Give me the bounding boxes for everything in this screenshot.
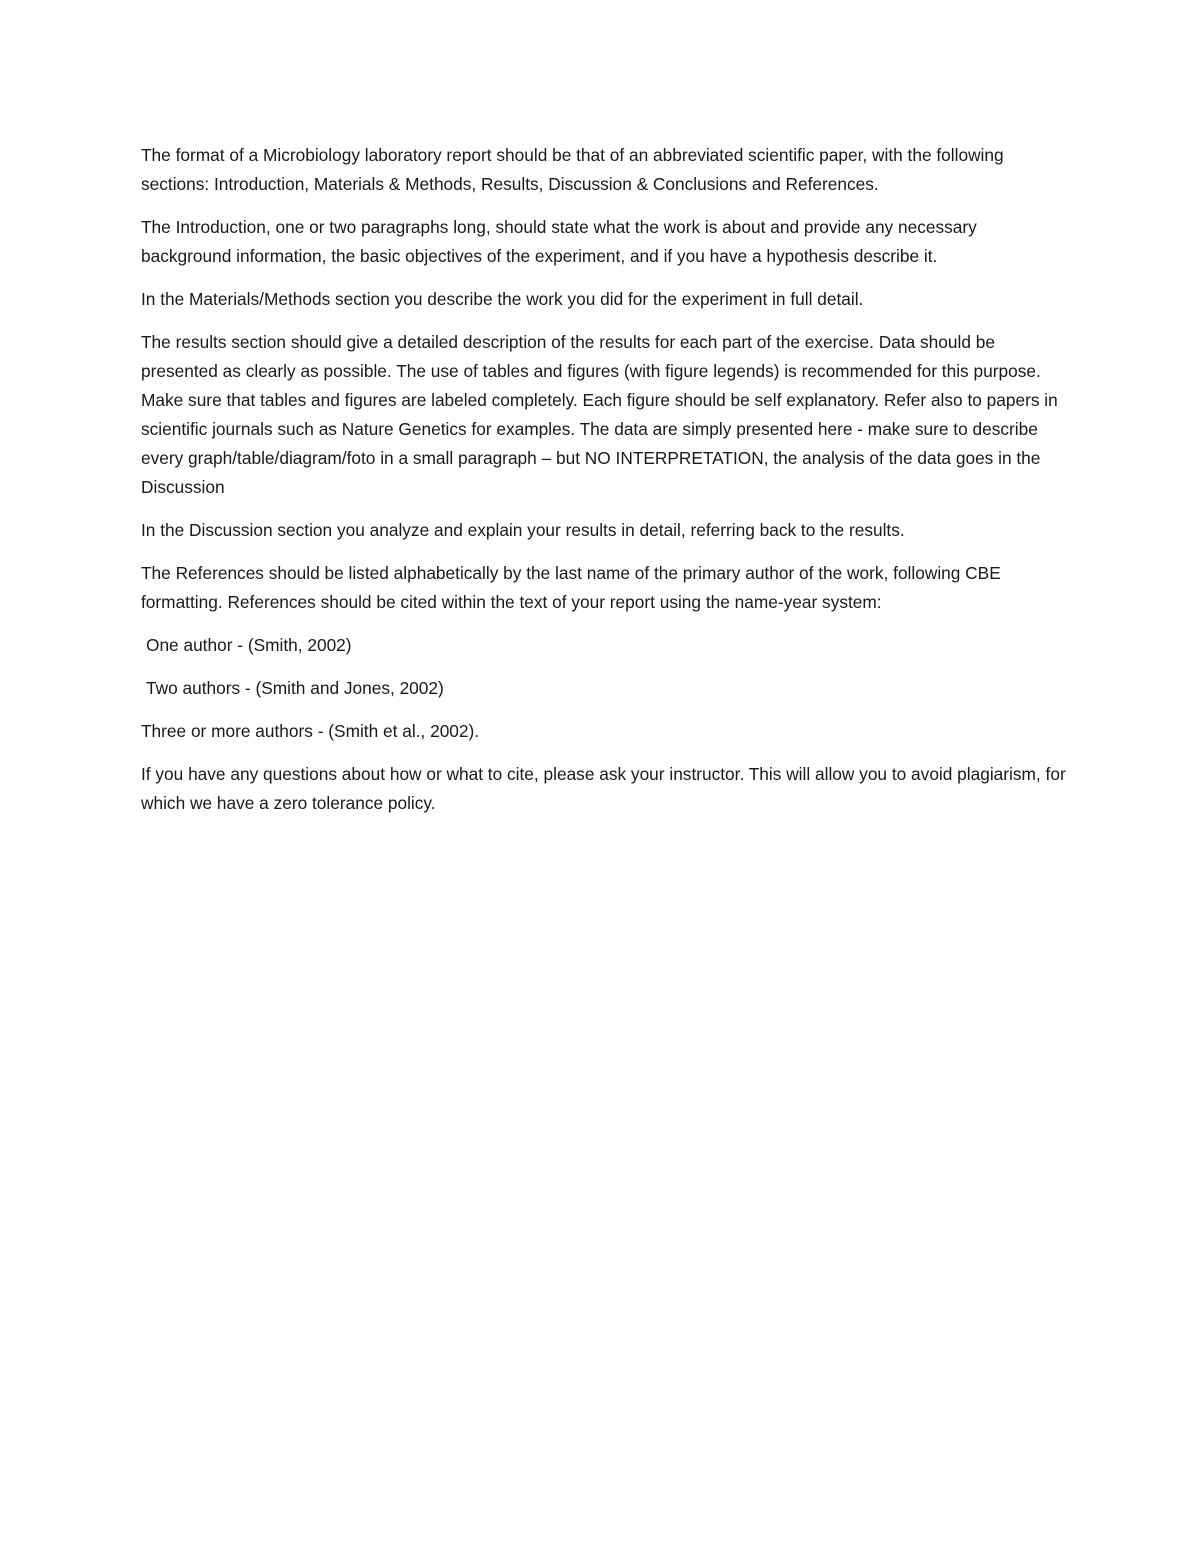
citation-example-two-authors: Two authors - (Smith and Jones, 2002) [146,678,444,698]
paragraph-introduction: The Introduction, one or two paragraphs long, should state what the work is about and provide any necessary background information, the basic objectives of the experiment, and if you have a hypothesis describe it. [141,217,977,266]
paragraph-results: The results section should give a detailed description of the results for each part of the exercise. Data should be presented as clearly as possible. The use of tables and figures (with figure legends) is recommended for this purpose. Make sure that tables and figures are labeled completely. Each figure should be self explanatory. Refer also to papers in scientific journals such as Nature Genetics for examples. The data are simply presented here - make sure to describe every graph/table/diagram/foto in a small paragraph – but NO INTERPRETATION, the analysis of the data goes in the Discussion [141,332,1058,497]
paragraph-report-format: The format of a Microbiology laboratory report should be that of an abbreviated scientific paper, with the following sections: Introduction, Materials & Methods, Results, Discussion & Conclusions and References. [141,145,1004,194]
paragraph-materials-methods: In the Materials/Methods section you describe the work you did for the experiment in full detail. [141,289,864,309]
paragraph-plagiarism-policy: If you have any questions about how or what to cite, please ask your instructor. This will allow you to avoid plagiarism, for which we have a zero tolerance policy. [141,764,1066,813]
paragraph-discussion: In the Discussion section you analyze and explain your results in detail, referring back to the results. [141,520,905,540]
paragraph-references: The References should be listed alphabetically by the last name of the primary author of the work, following CBE formatting. References should be cited within the text of your report using the name-year system: [141,563,1001,612]
citation-example-three-authors: Three or more authors - (Smith et al., 2002). [141,721,480,741]
citation-example-one-author: One author - (Smith, 2002) [146,635,352,655]
document-body [141,141,1066,832]
